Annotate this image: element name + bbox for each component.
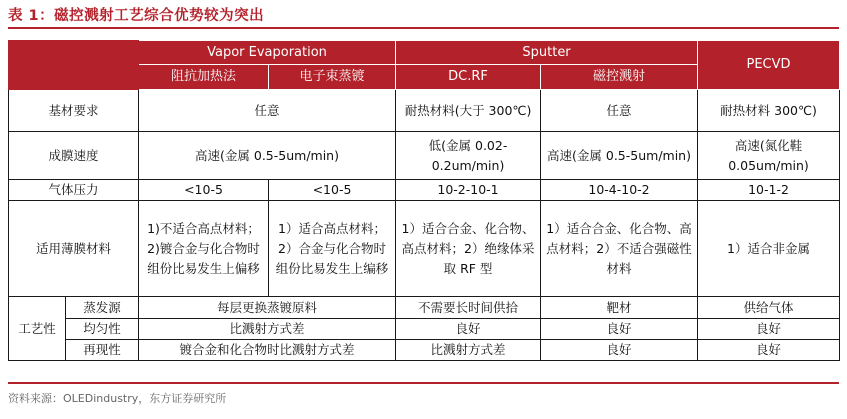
header-electron-beam: 电子束蒸镀 (269, 65, 396, 90)
header-vapor-evaporation: Vapor Evaporation (139, 41, 396, 65)
table-title: 表 1：磁控溅射工艺综合优势较为突出 (8, 8, 265, 24)
cell-uniformity-dcrf: 良好 (396, 319, 541, 340)
row-label-pressure: 气体压力 (9, 180, 139, 201)
cell-rate-evap: 高速(金属 0.5-5um/min) (139, 132, 396, 180)
cell-repeat-evap: 镀合金和化合物时比溅射方式差 (139, 340, 396, 361)
row-label-substrate: 基材要求 (9, 90, 139, 132)
cell-substrate-pecvd: 耐热材料 300℃) (698, 90, 840, 132)
cell-rate-dcrf: 低(金属 0.02-0.2um/min) (396, 132, 541, 180)
comparison-table (8, 40, 840, 361)
header-pecvd: PECVD (698, 41, 840, 90)
cell-rate-pecvd: 高速(氮化鞋 0.05um/min) (698, 132, 840, 180)
row-label-uniformity: 均匀性 (66, 319, 139, 340)
cell-repeat-dcrf: 比溅射方式差 (396, 340, 541, 361)
cell-rate-mag: 高速(金属 0.5-5um/min) (541, 132, 698, 180)
cell-material-dcrf: 1）适合合金、化合物、高点材料；2）绝缘体采取 RF 型 (396, 201, 541, 297)
cell-source-mag: 靶材 (541, 297, 698, 319)
cell-material-eb: 1）适合高点材料；2）合金与化合物时组份比易发生上编移 (269, 201, 396, 297)
title-rule (8, 27, 839, 29)
header-corner (9, 41, 139, 90)
cell-repeat-mag: 良好 (541, 340, 698, 361)
header-dc-rf: DC.RF (396, 65, 541, 90)
cell-pressure-mag: 10-4-10-2 (541, 180, 698, 201)
cell-source-dcrf: 不需要长时间供拾 (396, 297, 541, 319)
cell-material-res: 1)不适合高点材料；2)镀合金与化合物时组份比易发生上偏移 (139, 201, 269, 297)
cell-repeat-pecvd: 良好 (698, 340, 840, 361)
row-label-material: 适用薄膜材料 (9, 201, 139, 297)
cell-pressure-res: <10-5 (139, 180, 269, 201)
cell-source-pecvd: 供给气体 (698, 297, 840, 319)
cell-uniformity-mag: 良好 (541, 319, 698, 340)
cell-uniformity-pecvd: 良好 (698, 319, 840, 340)
row-label-rate: 成膜速度 (9, 132, 139, 180)
header-magnetron: 磁控溅射 (541, 65, 698, 90)
cell-uniformity-evap: 比溅射方式差 (139, 319, 396, 340)
header-resistive-heating: 阻抗加热法 (139, 65, 269, 90)
cell-material-mag: 1）适合合金、化合物、高点材料；2）不适合强磁性材料 (541, 201, 698, 297)
row-label-process: 工艺性 (9, 297, 66, 361)
row-label-source: 蒸发源 (66, 297, 139, 319)
cell-substrate-evap: 任意 (139, 90, 396, 132)
row-label-repeatability: 再现性 (66, 340, 139, 361)
header-sputter: Sputter (396, 41, 698, 65)
cell-source-evap: 每层更换蒸镀原料 (139, 297, 396, 319)
bottom-rule (8, 382, 839, 384)
cell-pressure-dcrf: 10-2-10-1 (396, 180, 541, 201)
cell-pressure-eb: <10-5 (269, 180, 396, 201)
cell-substrate-dcrf: 耐热材料(大于 300℃) (396, 90, 541, 132)
source-note: 资料来源：OLEDindustry，东方证券研究所 (8, 392, 227, 405)
cell-substrate-mag: 任意 (541, 90, 698, 132)
cell-pressure-pecvd: 10-1-2 (698, 180, 840, 201)
cell-material-pecvd: 1）适合非金属 (698, 201, 840, 297)
